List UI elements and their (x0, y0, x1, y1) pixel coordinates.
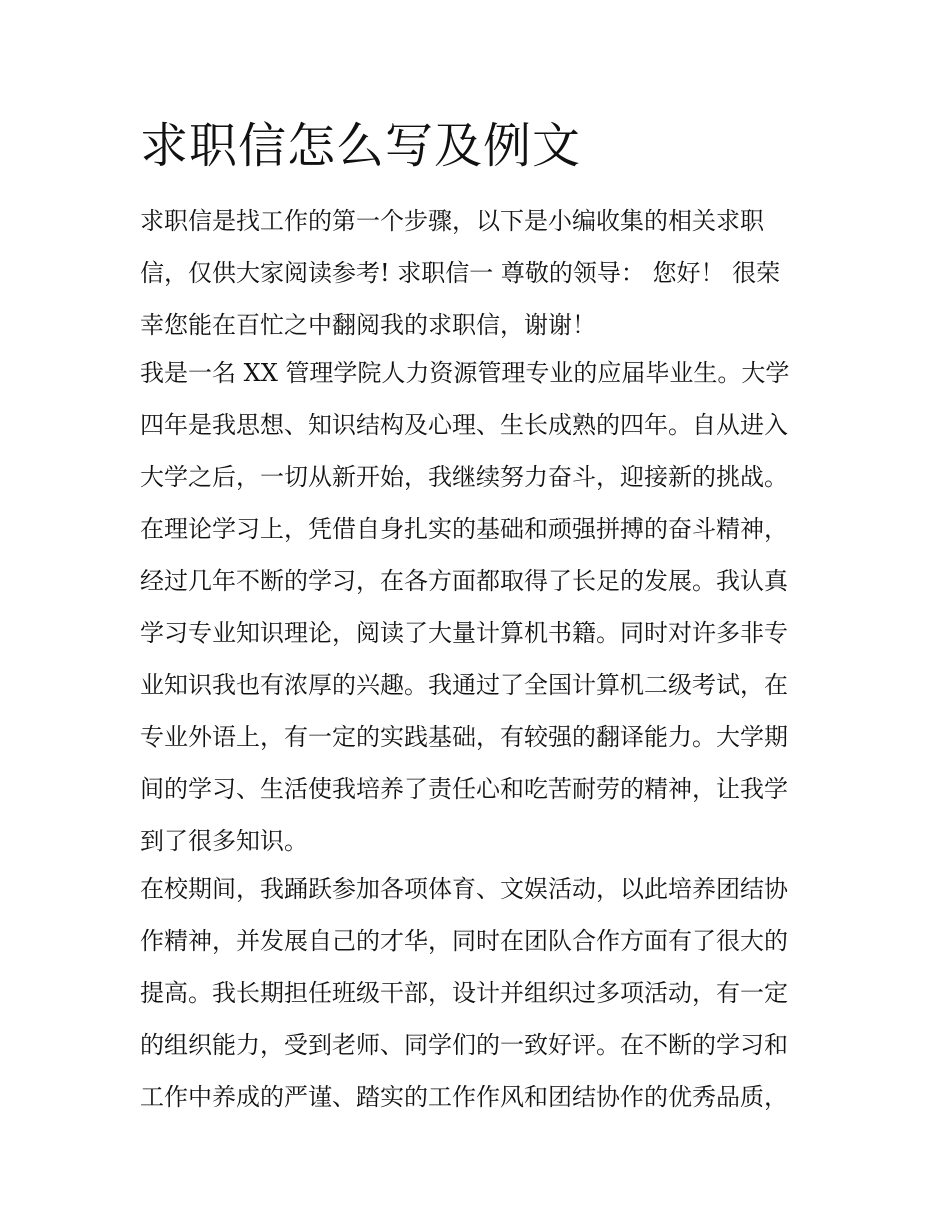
text-line: 作精神，并发展自己的才华，同时在团队合作方面有了很大的 (140, 927, 788, 955)
text-line: 的组织能力，受到老师、同学们的一致好评。在不断的学习和 (140, 1031, 788, 1059)
text-line: 四年是我思想、知识结构及心理、生长成熟的四年。自从进入 (140, 411, 788, 439)
text-line: 在理论学习上，凭借自身扎实的基础和顽强拼搏的奋斗精神， (140, 515, 788, 543)
text-line: 大学之后，一切从新开始，我继续努力奋斗，迎接新的挑战。 (140, 463, 788, 491)
text-line: 求职信是找工作的第一个步骤，以下是小编收集的相关求职 (140, 207, 764, 235)
text-line: 幸您能在百忙之中翻阅我的求职信，谢谢！ (140, 311, 596, 339)
text-line: 业知识我也有浓厚的兴趣。我通过了全国计算机二级考试，在 (140, 671, 788, 699)
document-body (140, 195, 820, 1123)
text-line: 我是一名 XX 管理学院人力资源管理专业的应届毕业生。大学 (140, 359, 790, 387)
text-line: 到了很多知识。 (140, 827, 308, 855)
paragraph-3 (140, 863, 820, 1123)
text-line: 专业外语上，有一定的实践基础，有较强的翻译能力。大学期 (140, 723, 788, 751)
text-line: 间的学习、生活使我培养了责任心和吃苦耐劳的精神，让我学 (140, 775, 788, 803)
text-line: 在校期间，我踊跃参加各项体育、文娱活动，以此培养团结协 (140, 875, 788, 903)
paragraph-2 (140, 347, 820, 863)
text-line: 经过几年不断的学习，在各方面都取得了长足的发展。我认真 (140, 567, 788, 595)
paragraph-1 (140, 195, 820, 347)
text-line: 提高。我长期担任班级干部，设计并组织过多项活动，有一定 (140, 979, 788, 1007)
text-line: 学习专业知识理论，阅读了大量计算机书籍。同时对许多非专 (140, 619, 788, 647)
text-line: 工作中养成的严谨、踏实的工作作风和团结协作的优秀品质， (140, 1083, 788, 1111)
document-title: 求职信怎么写及例文 (140, 118, 582, 174)
text-line: 信，仅供大家阅读参考! 求职信一 尊敬的领导： 您好！ 很荣 (140, 259, 781, 287)
